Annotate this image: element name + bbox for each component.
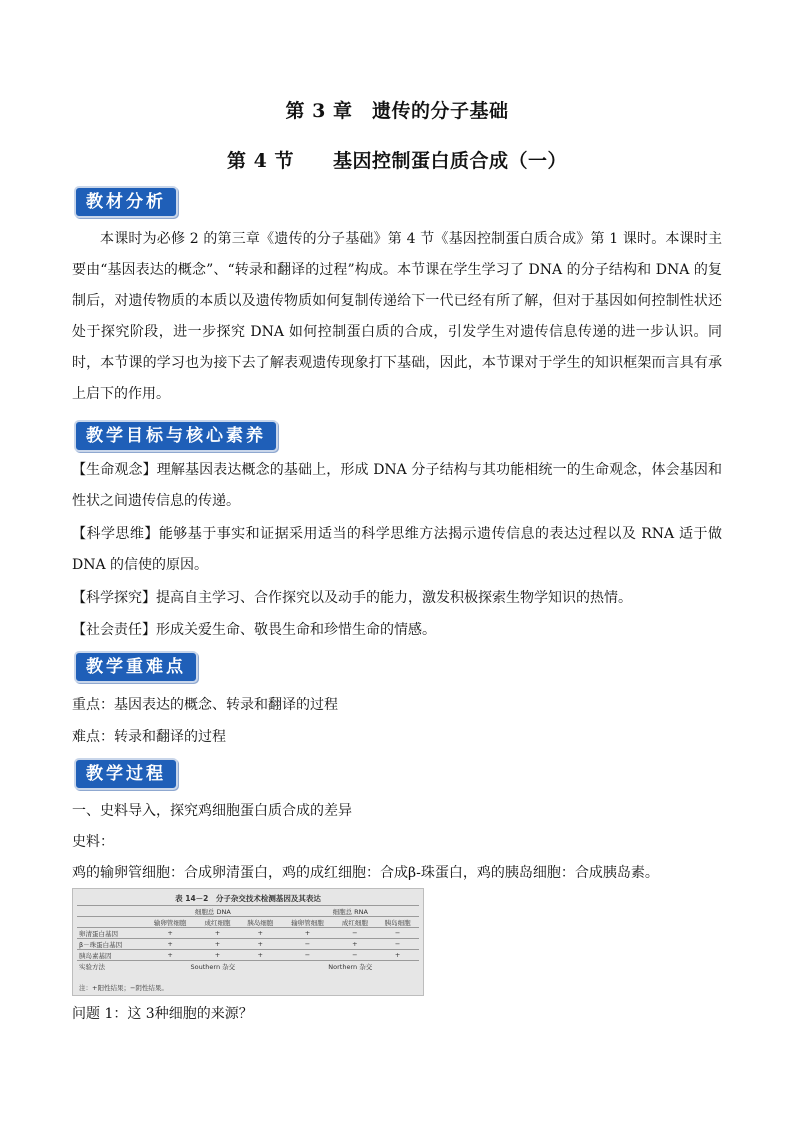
table-cell: + xyxy=(144,928,196,939)
table-cell: − xyxy=(376,939,419,950)
goal-life-concept: 【生命观念】理解基因表达概念的基础上，形成 DNA 分子结构与其功能相统一的生命观念，体会基因和性状之间遗传信息的传递。 xyxy=(72,462,722,509)
table-cell: − xyxy=(282,939,334,950)
badge-key-points: 教学重难点 xyxy=(74,651,198,683)
question-1: 问题 1：这 3种细胞的来源？ xyxy=(72,1006,253,1022)
method-northern: Northern 杂交 xyxy=(282,961,419,972)
badge-goals: 教学目标与核心素养 xyxy=(74,420,278,452)
table-cell: + xyxy=(239,928,282,939)
column-header: 成红细胞 xyxy=(334,917,377,928)
focus-line: 重点：基因表达的概念、转录和翻译的过程 xyxy=(72,697,338,713)
row-label: 胰岛素基因 xyxy=(77,950,144,961)
column-header: 胰岛细胞 xyxy=(376,917,419,928)
corner-cell xyxy=(77,906,144,917)
table-cell: + xyxy=(282,928,334,939)
corner-cell xyxy=(77,917,144,928)
method-label: 实验方法 xyxy=(77,961,144,972)
table-cell: + xyxy=(196,939,239,950)
section-title: 第 4 节 基因控制蛋白质合成（一） xyxy=(227,150,567,172)
table-cell: + xyxy=(144,950,196,961)
material-label: 史料： xyxy=(72,834,114,850)
row-label: 卵清蛋白基因 xyxy=(77,928,144,939)
table-cell: + xyxy=(239,950,282,961)
process-step-1: 一、史料导入，探究鸡细胞蛋白质合成的差异 xyxy=(72,803,352,819)
table-cell: + xyxy=(196,950,239,961)
table-row xyxy=(77,928,419,939)
figure-note: 注：+阳性结果；−阴性结果。 xyxy=(79,984,168,992)
goal-social-responsibility: 【社会责任】形成关爱生命、敬畏生命和珍惜生命的情感。 xyxy=(72,622,436,638)
hybridization-table-image xyxy=(72,888,424,996)
table-cell: + xyxy=(334,939,377,950)
table-cell: + xyxy=(239,939,282,950)
table-cell: − xyxy=(376,928,419,939)
column-header: 胰岛细胞 xyxy=(239,917,282,928)
group-header-dna: 细胞总 DNA xyxy=(144,906,281,917)
column-header: 输卵管细胞 xyxy=(144,917,196,928)
table-row xyxy=(77,939,419,950)
figure-caption: 表 14－2 分子杂交技术检测基因及其表达 xyxy=(175,894,321,903)
column-header: 输卵管细胞 xyxy=(282,917,334,928)
badge-process: 教学过程 xyxy=(74,758,178,790)
table-cell: − xyxy=(334,950,377,961)
table-cell: + xyxy=(376,950,419,961)
goal-scientific-inquiry: 【科学探究】提高自主学习、合作探究以及动手的能力，激发积极探索生物学知识的热情。 xyxy=(72,590,632,606)
material-text: 鸡的输卵管细胞：合成卵清蛋白，鸡的成红细胞：合成β-珠蛋白，鸡的胰岛细胞：合成胰岛素。 xyxy=(72,865,659,881)
chapter-title: 第 3 章 遗传的分子基础 xyxy=(285,100,509,122)
goal-scientific-thinking: 【科学思维】能够基于事实和证据采用适当的科学思维方法揭示遗传信息的表达过程以及 RNA 适于做 DNA 的信使的原因。 xyxy=(72,526,722,573)
difficulty-line: 难点：转录和翻译的过程 xyxy=(72,729,226,745)
table-cell: − xyxy=(334,928,377,939)
column-header: 成红细胞 xyxy=(196,917,239,928)
badge-analysis: 教材分析 xyxy=(74,186,178,218)
table-cell: + xyxy=(196,928,239,939)
method-southern: Southern 杂交 xyxy=(144,961,281,972)
analysis-paragraph: 本课时为必修 2 的第三章《遗传的分子基础》第 4 节《基因控制蛋白质合成》第 1 课时。本课时主要由“基因表达的概念”、“转录和翻译的过程”构成。本节课在学生学习了 DNA 的分子结构和 DNA 的复制后，对遗传物质的本质以及遗传物质如何复制传递给下一代已经有所了解，但对于基因如何控制性状还处于探究阶段，进一步探究 DNA 如何控制蛋白质的合成，引发学生对遗传信息传递的进一步认识。同时，本节课的学习也为接下去了解表观遗传现象打下基础，因此，本节课对于学生的知识框架而言具有承上启下的作用。 xyxy=(72,231,722,402)
row-label: β－珠蛋白基因 xyxy=(77,939,144,950)
table-row xyxy=(77,950,419,961)
figure-table xyxy=(77,905,419,971)
table-cell: − xyxy=(282,950,334,961)
table-cell: + xyxy=(144,939,196,950)
group-header-rna: 细胞总 RNA xyxy=(282,906,419,917)
